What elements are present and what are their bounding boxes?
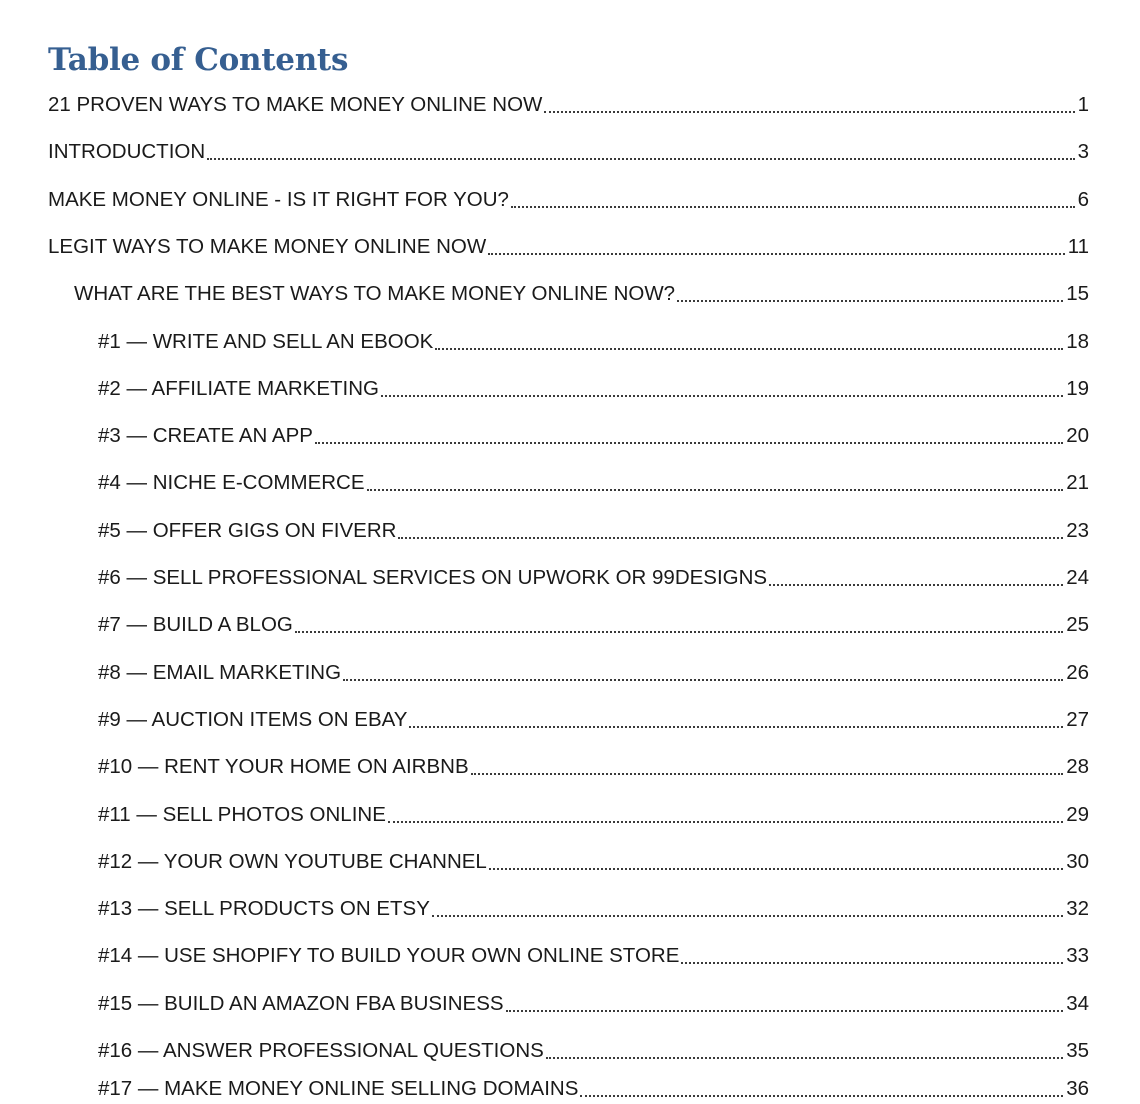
toc-dot-leader <box>367 489 1064 491</box>
toc-entry-page-number: 32 <box>1066 897 1089 921</box>
toc-entry[interactable] <box>98 800 1089 830</box>
toc-dot-leader <box>506 1010 1064 1012</box>
toc-entry-page-number: 15 <box>1066 282 1089 306</box>
toc-entry-label: #7 — BUILD A BLOG <box>98 613 293 637</box>
toc-entry-page-number: 1 <box>1077 93 1089 116</box>
toc-dot-leader <box>207 158 1074 160</box>
toc-dot-leader <box>295 631 1063 633</box>
toc-entry[interactable] <box>98 374 1089 404</box>
toc-entry-label: #8 — EMAIL MARKETING <box>98 660 342 684</box>
toc-entry[interactable] <box>98 327 1089 357</box>
toc-entry-page-number: 33 <box>1066 944 1089 968</box>
toc-entry[interactable] <box>98 941 1089 971</box>
toc-entry-label: #14 — USE SHOPIFY TO BUILD YOUR OWN ONLINE STORE <box>98 944 680 968</box>
toc-entry[interactable] <box>48 232 1089 262</box>
toc-dot-leader <box>435 348 1063 350</box>
toc-entry[interactable] <box>98 847 1089 877</box>
toc-dot-leader <box>489 868 1063 870</box>
toc-entry[interactable] <box>98 752 1089 782</box>
toc-entry-cut-off[interactable] <box>98 1074 1089 1104</box>
toc-dot-leader <box>409 726 1063 728</box>
toc-entry[interactable] <box>98 894 1089 924</box>
toc-entry-label: #6 — SELL PROFESSIONAL SERVICES ON UPWORK OR 99DESIGNS <box>98 566 768 589</box>
toc-entry-label: #9 — AUCTION ITEMS ON EBAY <box>98 707 408 731</box>
toc-entry-label: #5 — OFFER GIGS ON FIVERR <box>98 518 397 542</box>
toc-entry[interactable] <box>48 185 1089 215</box>
toc-dot-leader <box>343 679 1063 681</box>
toc-entry-page-number: 26 <box>1066 660 1089 684</box>
toc-entry-label: #10 — RENT YOUR HOME ON AIRBNB <box>98 755 469 779</box>
toc-dot-leader <box>471 773 1064 775</box>
toc-entry-label: INTRODUCTION <box>48 140 206 164</box>
toc-entry-page-number: 20 <box>1066 424 1089 448</box>
toc-entry[interactable] <box>74 279 1089 309</box>
toc-entry-label: #11 — SELL PHOTOS ONLINE <box>98 802 386 826</box>
toc-entry-label: #16 — ANSWER PROFESSIONAL QUESTIONS <box>98 1039 544 1062</box>
toc-entry-page-number: 11 <box>1067 234 1089 258</box>
toc-entry-page-number: 34 <box>1066 991 1089 1015</box>
toc-entry-label: 21 PROVEN WAYS TO MAKE MONEY ONLINE NOW <box>48 93 543 116</box>
toc-entry[interactable] <box>98 658 1089 688</box>
toc-dot-leader <box>544 111 1074 113</box>
toc-entry-page-number: 27 <box>1066 707 1089 731</box>
toc-entry-label: LEGIT WAYS TO MAKE MONEY ONLINE NOW <box>48 234 487 258</box>
toc-entry-label: #13 — SELL PRODUCTS ON ETSY <box>98 897 430 921</box>
toc-dot-leader <box>511 206 1075 208</box>
toc-dot-leader <box>546 1057 1063 1059</box>
toc-title: Table of Contents <box>48 42 349 78</box>
toc-entry-label: #17 — MAKE MONEY ONLINE SELLING DOMAINS <box>98 1077 579 1100</box>
toc-entry-page-number: 30 <box>1066 849 1089 873</box>
toc-entry-page-number: 35 <box>1066 1039 1089 1062</box>
toc-entry-page-number: 6 <box>1077 187 1089 211</box>
toc-dot-leader <box>488 253 1065 255</box>
toc-entry[interactable] <box>98 989 1089 1019</box>
toc-entry-page-number: 24 <box>1066 566 1089 589</box>
toc-entry[interactable] <box>98 1036 1089 1066</box>
toc-entry-label: #3 — CREATE AN APP <box>98 424 313 448</box>
toc-entry[interactable] <box>98 421 1089 451</box>
toc-dot-leader <box>315 442 1063 444</box>
toc-entry-page-number: 19 <box>1066 376 1089 400</box>
toc-entry-label: #12 — YOUR OWN YOUTUBE CHANNEL <box>98 849 487 873</box>
toc-entry[interactable] <box>98 563 1089 593</box>
toc-entry-label: #4 — NICHE E-COMMERCE <box>98 471 365 495</box>
toc-dot-leader <box>388 821 1063 823</box>
toc-entry-label: MAKE MONEY ONLINE - IS IT RIGHT FOR YOU? <box>48 187 509 211</box>
toc-entry-page-number: 25 <box>1066 613 1089 637</box>
toc-entry-page-number: 3 <box>1077 140 1089 164</box>
toc-entry-page-number: 28 <box>1066 755 1089 779</box>
toc-entry-page-number: 18 <box>1066 329 1089 353</box>
toc-entry[interactable] <box>98 516 1089 546</box>
toc-entry[interactable] <box>98 468 1089 498</box>
toc-dot-leader <box>580 1095 1063 1097</box>
toc-entry-label: WHAT ARE THE BEST WAYS TO MAKE MONEY ONLINE NOW? <box>74 282 676 306</box>
toc-entry-label: #15 — BUILD AN AMAZON FBA BUSINESS <box>98 991 504 1015</box>
toc-entry[interactable] <box>98 610 1089 640</box>
toc-dot-leader <box>677 300 1063 302</box>
toc-entry-label: #2 — AFFILIATE MARKETING <box>98 376 379 400</box>
toc-dot-leader <box>432 915 1063 917</box>
toc-entry-label: #1 — WRITE AND SELL AN EBOOK <box>98 329 434 353</box>
toc-dot-leader <box>381 395 1063 397</box>
toc-entry-page-number: 21 <box>1066 471 1089 495</box>
toc-dot-leader <box>769 584 1063 586</box>
toc-entry[interactable] <box>48 137 1089 167</box>
toc-entry-page-number: 23 <box>1066 518 1089 542</box>
toc-entry[interactable] <box>48 90 1089 120</box>
toc-dot-leader <box>681 962 1063 964</box>
toc-entry[interactable] <box>98 705 1089 735</box>
toc-entry-page-number: 29 <box>1066 802 1089 826</box>
toc-dot-leader <box>398 537 1063 539</box>
toc-entry-page-number: 36 <box>1066 1077 1089 1100</box>
